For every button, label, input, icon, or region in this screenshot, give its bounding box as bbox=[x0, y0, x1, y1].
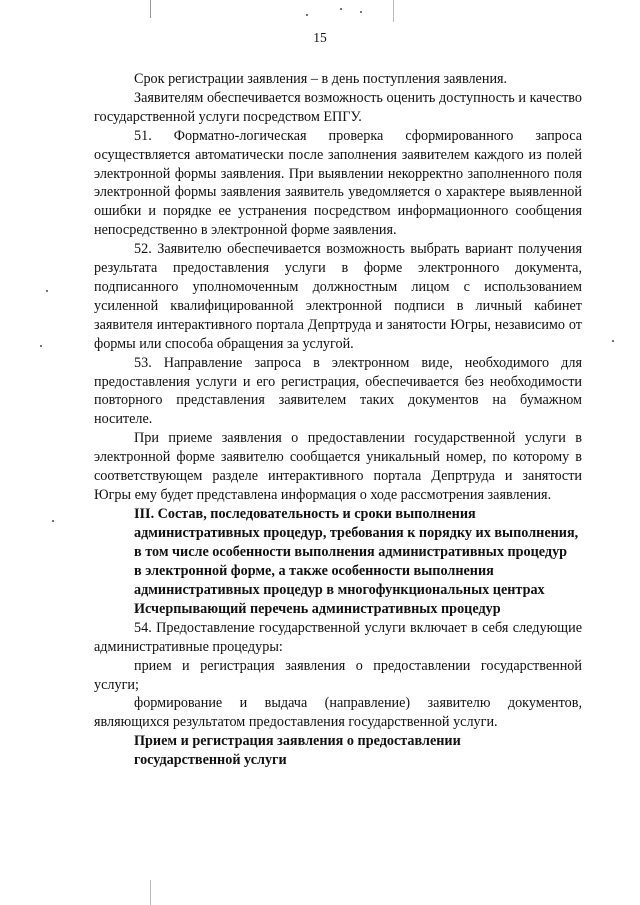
scan-speck bbox=[360, 11, 362, 13]
final-heading-line: государственной услуги bbox=[134, 752, 287, 769]
paragraph: 53. Направление запроса в электронном виде, необходимого для предоставления услуги и его регистрация, обеспечивается без необходимости повторного представления заявителем таких документов на бумажном носителе. bbox=[94, 354, 582, 428]
section-heading-line: административных процедур, требования к порядку их выполнения, bbox=[134, 524, 579, 541]
scan-speck bbox=[306, 14, 308, 16]
scan-speck bbox=[340, 8, 342, 10]
paragraph: 51. Форматно-логическая проверка сформированного запроса осуществляется автоматически после заполнения заявителем каждого из полей электронной формы заявления. При выявлении некорректно заполненного поля электронной формы заявления заявитель уведомляется о характере выявленной ошибки и порядке ее устранения посредством информационного сообщения непосредственно в электронной форме заявления. bbox=[94, 127, 582, 239]
paragraph: При приеме заявления о предоставлении государственной услуги в электронной форме заявителю сообщается уникальный номер, по которому в соответствующем разделе интерактивного портала Депртруда и занятости Югры ему будет представлена информация о ходе рассмотрения заявления. bbox=[94, 430, 582, 503]
scan-artifact-left-line bbox=[150, 0, 151, 18]
final-heading-line: Прием и регистрация заявления о предоставлении bbox=[134, 733, 461, 750]
section-heading bbox=[94, 505, 582, 600]
document-body bbox=[94, 70, 582, 770]
scan-artifact-bottom-line bbox=[150, 880, 151, 905]
paragraph: Срок регистрации заявления – в день поступления заявления. bbox=[134, 71, 508, 87]
final-heading bbox=[94, 732, 582, 770]
paragraph: 52. Заявителю обеспечивается возможность выбрать вариант получения результата предоставления услуги в форме электронного документа, подписанного уполномоченным должностным лицом с использованием усиленной квалифицированной электронной подписи в личный кабинет заявителя интерактивного портала Депртруда и занятости Югры, независимо от формы или способа обращения за услугой. bbox=[94, 241, 582, 352]
scan-speck bbox=[52, 520, 54, 522]
subheading: Исчерпывающий перечень административных процедур bbox=[134, 600, 501, 617]
paragraph: формирование и выдача (направление) заявителю документов, являющихся результатом предоставления государственной услуги. bbox=[94, 695, 582, 731]
section-heading-line: III. Состав, последовательность и сроки выполнения bbox=[134, 505, 476, 522]
paragraph: Заявителям обеспечивается возможность оценить доступность и качество государственной услуги посредством ЕПГУ. bbox=[94, 89, 582, 125]
section-heading-line: в электронной форме, а также особенности выполнения bbox=[134, 562, 494, 579]
scan-speck bbox=[40, 345, 42, 347]
section-heading-line: в том числе особенности выполнения административных процедур bbox=[134, 543, 568, 560]
paragraph: прием и регистрация заявления о предоставлении государственной услуги; bbox=[94, 657, 582, 693]
paragraph: 54. Предоставление государственной услуги включает в себя следующие административные процедуры: bbox=[94, 619, 582, 655]
page-number: 15 bbox=[313, 30, 327, 45]
scan-speck bbox=[612, 340, 614, 342]
section-heading-line: административных процедур в многофункциональных центрах bbox=[134, 581, 545, 598]
scan-speck bbox=[46, 290, 48, 292]
scan-artifact-right-line bbox=[393, 0, 394, 22]
